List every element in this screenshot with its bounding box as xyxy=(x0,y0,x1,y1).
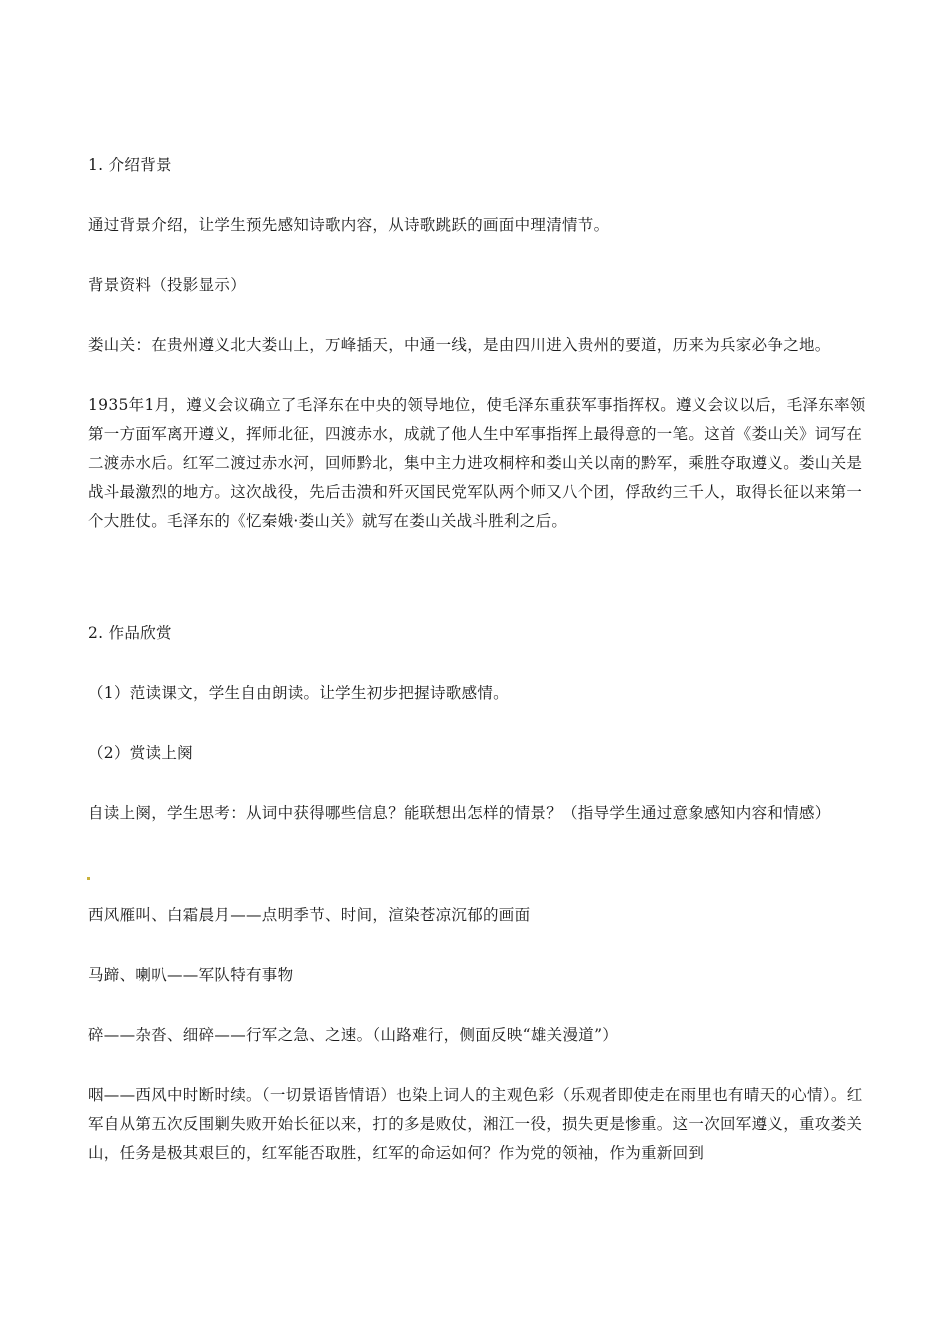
paragraph-intro: 通过背景介绍，让学生预先感知诗歌内容，从诗歌跳跃的画面中理清情节。 xyxy=(88,216,610,234)
artifact-dot xyxy=(87,877,90,880)
paragraph-background-label: 背景资料（投影显示） xyxy=(88,276,247,294)
paragraph-self-reading: 自读上阕，学生思考：从词中获得哪些信息？能联想出怎样的情景？（指导学生通过意象感知内容和情感） xyxy=(88,804,831,822)
section-heading-appreciation: 2. 作品欣赏 xyxy=(88,624,172,642)
paragraph-history: 1935年1月，遵义会议确立了毛泽东在中央的领导地位，使毛泽东重获军事指挥权。遵义会议以后，毛泽东率领第一方面军离开遵义，挥师北征，四渡赤水，成就了他人生中军事指挥上最得意的一笔。这首《娄山关》词写在二渡赤水后。红军二渡过赤水河，回师黔北，集中主力进攻桐梓和娄山关以南的黔军，乘胜夺取遵义。娄山关是战斗最激烈的地方。这次战役，先后击溃和歼灭国民党军队两个师又八个团，俘敌约三千人，取得长征以来第一个大胜仗。毛泽东的《忆秦娥·娄山关》就写在娄山关战斗胜利之后。 xyxy=(88,396,866,530)
paragraph-loushanguan: 娄山关：在贵州遵义北大娄山上，万峰插天，中通一线，是由四川进入贵州的要道，历来为兵家必争之地。 xyxy=(88,336,831,354)
paragraph-step-1: （1）范读课文，学生自由朗读。让学生初步把握诗歌感情。 xyxy=(88,684,509,702)
paragraph-imagery-4: 咽——西风中时断时续。（一切景语皆情语）也染上词人的主观色彩（乐观者即使走在雨里也有晴天的心情）。红军自从第五次反围剿失败开始长征以来，打的多是败仗，湘江一役，损失更是惨重。这一次回军遵义，重攻娄关山，任务是极其艰巨的，红军能否取胜，红军的命运如何？作为党的领袖，作为重新回到 xyxy=(88,1086,863,1162)
paragraph-step-2: （2）赏读上阕 xyxy=(88,744,193,762)
paragraph-imagery-3: 碎——杂沓、细碎——行军之急、之速。（山路难行，侧面反映“雄关漫道”） xyxy=(88,1026,619,1044)
paragraph-imagery-2: 马蹄、喇叭——军队特有事物 xyxy=(88,966,294,984)
paragraph-imagery-1: 西风雁叫、白霜晨月——点明季节、时间，渲染苍凉沉郁的画面 xyxy=(88,906,531,924)
section-heading-background: 1. 介绍背景 xyxy=(88,156,172,174)
